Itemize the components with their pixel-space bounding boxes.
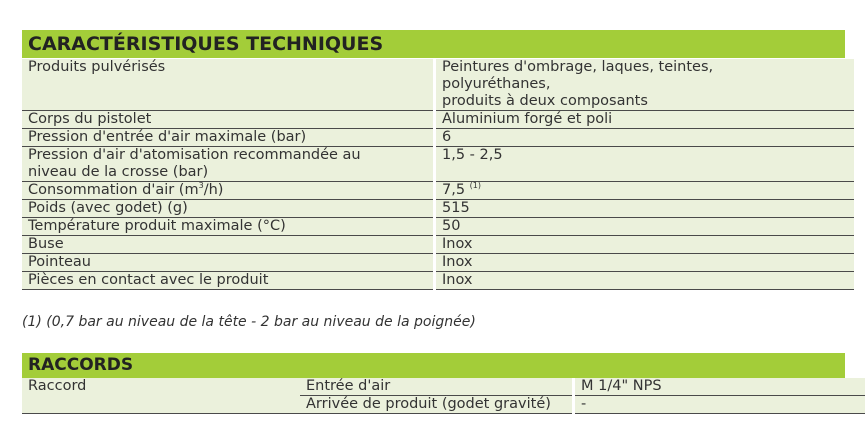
spec-value: Peintures d'ombrage, laques, teintes, polyuréthanes, produits à deux composants bbox=[435, 59, 855, 111]
footnote: (1) (0,7 bar au niveau de la tête - 2 bar au niveau de la poignée) bbox=[22, 314, 476, 330]
spec-value: Inox bbox=[435, 272, 855, 290]
spec-label: Produits pulvérisés bbox=[22, 59, 435, 111]
table-row bbox=[22, 254, 854, 272]
table-row bbox=[22, 218, 854, 236]
connection-value: M 1/4" NPS bbox=[574, 378, 865, 396]
spec-value: 7,5 $^{(1)}$ bbox=[435, 182, 855, 200]
connections-header: RACCORDS bbox=[22, 353, 845, 378]
specs-header: CARACTÉRISTIQUES TECHNIQUES bbox=[22, 30, 845, 58]
connection-group-label: Raccord bbox=[22, 378, 300, 414]
table-row bbox=[22, 147, 854, 182]
spec-label: Pression d'entrée d'air maximale (bar) bbox=[22, 129, 435, 147]
spec-value: Inox bbox=[435, 254, 855, 272]
spec-label: Corps du pistolet bbox=[22, 111, 435, 129]
table-row bbox=[22, 378, 865, 396]
spec-label: Poids (avec godet) (g) bbox=[22, 200, 435, 218]
connection-name: Arrivée de produit (godet gravité) bbox=[300, 396, 574, 414]
footnote-ref: (1) bbox=[469, 181, 482, 190]
spec-label: Pièces en contact avec le produit bbox=[22, 272, 435, 290]
spec-label: Pointeau bbox=[22, 254, 435, 272]
spec-value: 515 bbox=[435, 200, 855, 218]
spec-value: 6 bbox=[435, 129, 855, 147]
table-row bbox=[22, 236, 854, 254]
connection-name: Entrée d'air bbox=[300, 378, 574, 396]
spec-value: Aluminium forgé et poli bbox=[435, 111, 855, 129]
connections-table bbox=[22, 378, 865, 414]
table-row bbox=[22, 129, 854, 147]
table-row bbox=[22, 200, 854, 218]
spec-label: Température produit maximale (°C) bbox=[22, 218, 435, 236]
spec-label: Consommation d'air $(m^3/h)$ bbox=[22, 182, 435, 200]
spec-label: Pression d'air d'atomisation recommandée au niveau de la crosse (bar) bbox=[22, 147, 435, 182]
table-row bbox=[22, 111, 854, 129]
specs-table bbox=[22, 59, 854, 290]
spec-value: Inox bbox=[435, 236, 855, 254]
spec-label: Buse bbox=[22, 236, 435, 254]
spec-value: 1,5 - 2,5 bbox=[435, 147, 855, 182]
table-row bbox=[22, 59, 854, 111]
connection-value: - bbox=[574, 396, 865, 414]
table-row bbox=[22, 182, 854, 200]
table-row bbox=[22, 272, 854, 290]
spec-value: 50 bbox=[435, 218, 855, 236]
